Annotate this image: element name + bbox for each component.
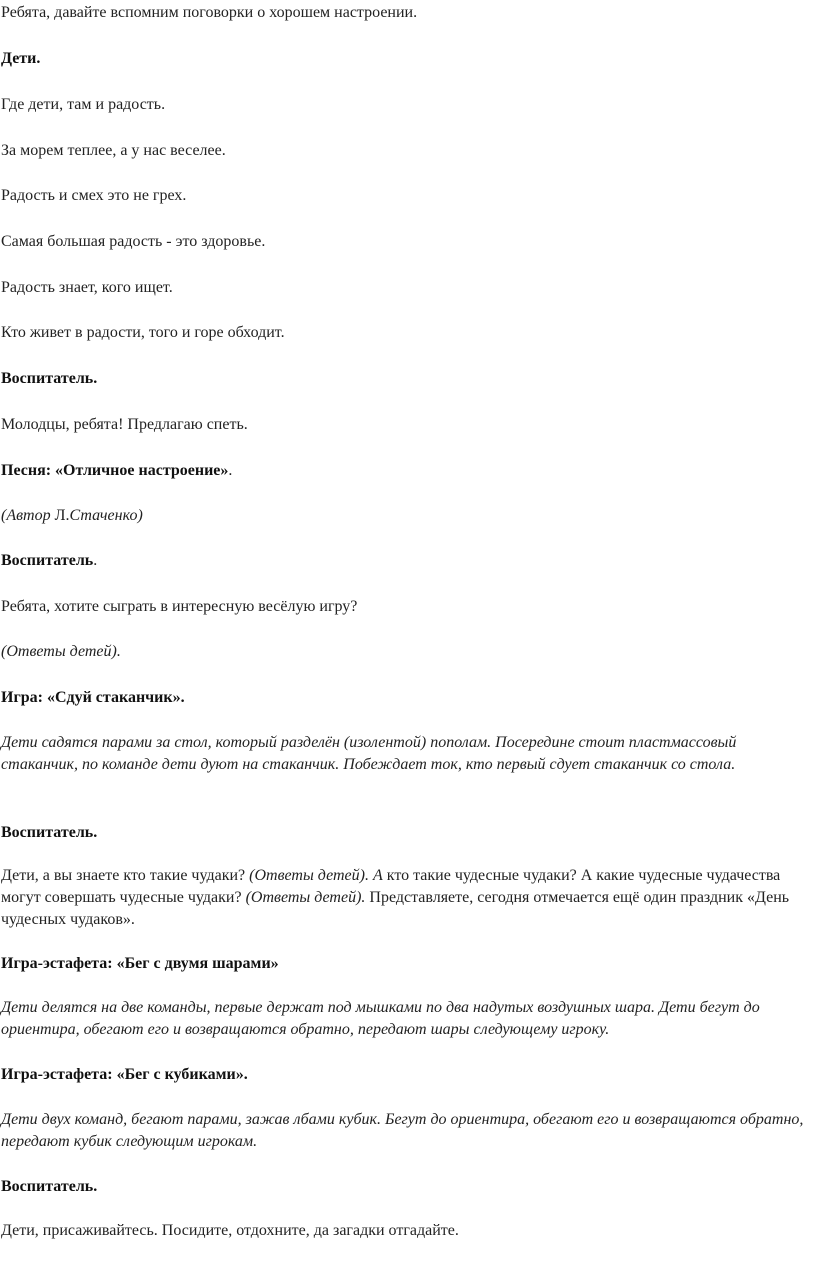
speaker-teacher-heading-1: Воспитатель. <box>1 370 98 387</box>
weirdos-answers-2: (Ответы детей). <box>245 889 366 906</box>
weirdos-paragraph <box>1 865 813 931</box>
song-author-name: Стаченко) <box>69 507 143 524</box>
proverb-5: Радость знает, кого ищет. <box>1 279 173 296</box>
song-author-open: (Автор <box>1 507 55 524</box>
song-author <box>1 505 813 527</box>
song-author-initial: Л. <box>54 507 70 524</box>
proverb-1: Где дети, там и радость. <box>1 96 166 113</box>
speaker-teacher-heading-2-dot: . <box>93 552 98 569</box>
weirdos-text-2: кто такие чудесные чудаки? А какие чудесные чудачества могут совершать чудесные чудаки? <box>1 867 781 906</box>
speaker-teacher-heading-4: Воспитатель. <box>1 1178 98 1195</box>
relay-1-title: Игра-эстафета: «Бег с двумя шарами» <box>1 955 279 972</box>
song-title-label: Песня: «Отличное настроение» <box>1 462 229 479</box>
sing-paragraph: Молодцы, ребята! Предлагаю спеть. <box>1 416 248 433</box>
song-title <box>1 460 813 482</box>
proverb-4: Самая большая радость - это здоровье. <box>1 233 266 250</box>
speaker-teacher-heading-3: Воспитатель. <box>1 824 98 841</box>
relay-1-description: Дети делятся на две команды, первые держат под мышками по два надутых воздушных шара. Дети бегут до ориентира, обегают его и возвращаются обратно, передают шары следующему игроку. <box>1 999 760 1038</box>
proverb-6: Кто живет в радости, того и горе обходит. <box>1 324 285 341</box>
relay-2-title: Игра-эстафета: «Бег с кубиками». <box>1 1066 248 1083</box>
weirdos-text-1: Дети, а вы знаете кто такие чудаки? <box>1 867 250 884</box>
song-title-dot: . <box>228 462 233 479</box>
children-answers-note-1: (Ответы детей). <box>1 643 121 660</box>
speaker-teacher-heading-2 <box>1 550 813 572</box>
relay-2-description: Дети двух команд, бегают парами, зажав лбами кубик. Бегут до ориентира, обегают его и возвращаются обратно, передают кубик следующим игрокам. <box>1 1111 804 1150</box>
game-1-description: Дети садятся парами за стол, который разделён (изолентой) пополам. Посередине стоит пластмассовый стаканчик, по команде дети дуют на стаканчик. Побеждает ток, кто первый сдует стаканчик со стола. <box>1 734 737 773</box>
speaker-teacher-heading-2-label: Воспитатель <box>1 552 94 569</box>
weirdos-text-3: Представляете, сегодня отмечается ещё один праздник «День чудесных чудаков». <box>1 889 790 928</box>
proverb-3: Радость и смех это не грех. <box>1 187 187 204</box>
play-question-paragraph: Ребята, хотите сыграть в интересную весёлую игру? <box>1 598 358 615</box>
game-1-title: Игра: «Сдуй стаканчик». <box>1 689 185 706</box>
proverb-2: За морем теплее, а у нас веселее. <box>1 142 226 159</box>
intro-paragraph: Ребята, давайте вспомним поговорки о хорошем настроении. <box>1 4 418 21</box>
riddles-paragraph: Дети, присаживайтесь. Посидите, отдохните, да загадки отгадайте. <box>1 1222 459 1239</box>
speaker-children-heading: Дети. <box>1 50 41 67</box>
weirdos-answers-1: (Ответы детей). А <box>249 867 383 884</box>
